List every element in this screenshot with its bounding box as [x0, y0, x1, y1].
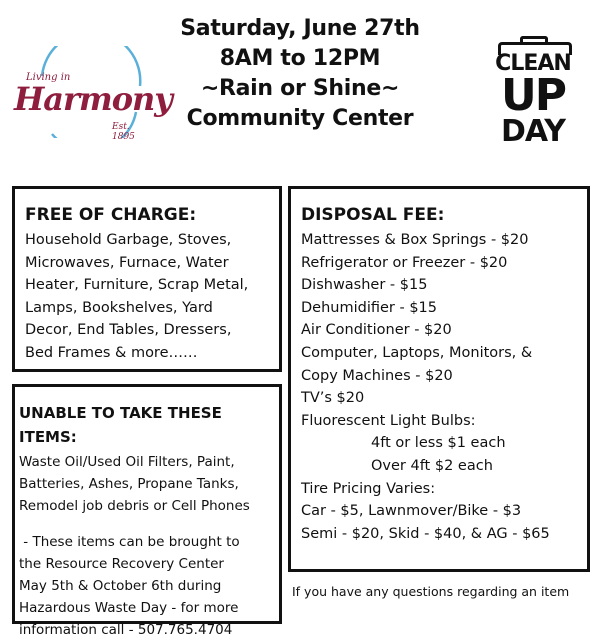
event-time: 8AM to 12PM: [219, 46, 381, 71]
bulb-price-line: 4ft or less $1 each: [371, 435, 506, 452]
fee-item-line: Computer, Laptops, Monitors, &: [301, 344, 533, 361]
tire-price-line: Car - $5, Lawnmover/Bike - $3: [301, 503, 522, 520]
clean-up-day-logo: [490, 38, 576, 150]
free-item-line: Bed Frames & more……: [25, 344, 198, 361]
unable-to-take-box: [12, 384, 282, 638]
fee-item-line: Air Conditioner - $20: [301, 322, 452, 339]
unable-note-line: the Resource Recovery Center: [19, 556, 224, 572]
event-location: Community Center: [186, 106, 414, 131]
fee-item-line: Fluorescent Light Bulbs:: [301, 412, 476, 429]
questions-note: If you have any questions regarding an item: [292, 584, 570, 599]
clean-up-day-line1: CLEAN: [495, 51, 571, 76]
event-header: [140, 14, 460, 134]
bulb-price-line: Over 4ft $2 each: [371, 457, 493, 474]
clean-up-day-line3: DAY: [501, 114, 565, 149]
spacer: [19, 517, 275, 531]
free-item-line: Household Garbage, Stoves,: [25, 232, 232, 248]
unable-note-line: information call - 507.765.4704: [19, 622, 233, 638]
unable-note-line: May 5th & October 6th during: [19, 578, 222, 594]
fee-item-line: TV’s $20: [301, 390, 365, 407]
unable-item-line: Batteries, Ashes, Propane Tanks,: [19, 476, 239, 492]
free-item-line: Microwaves, Furnace, Water: [25, 254, 229, 271]
free-item-line: Decor, End Tables, Dressers,: [25, 322, 232, 339]
fee-item-line: Dishwasher - $15: [301, 277, 428, 294]
event-weather: ~Rain or Shine~: [200, 76, 400, 101]
harmony-logo-name: Harmony: [14, 80, 172, 118]
harmony-logo-established: Est. 1895: [112, 122, 135, 142]
disposal-fee-title: DISPOSAL FEE:: [301, 205, 445, 225]
unable-to-take-title: UNABLE TO TAKE THESE ITEMS:: [19, 404, 222, 446]
tire-price-line: Tire Pricing Varies:: [301, 480, 436, 497]
unable-note-line: Hazardous Waste Day - for more: [19, 600, 239, 616]
unable-item-line: Remodel job debris or Cell Phones: [19, 498, 250, 514]
harmony-logo-tagline: Living in: [26, 72, 71, 83]
disposal-fee-box: [288, 186, 590, 572]
fee-item-line: Copy Machines - $20: [301, 367, 453, 384]
unable-to-take-list: [19, 451, 275, 641]
free-item-line: Heater, Furniture, Scrap Metal,: [25, 277, 249, 294]
unable-note-line: - These items can be brought to: [19, 534, 240, 550]
clean-up-day-line2: UP: [501, 70, 565, 121]
free-item-line: Lamps, Bookshelves, Yard: [25, 299, 213, 316]
disposal-fee-list: [301, 229, 581, 545]
harmony-logo: [12, 46, 172, 142]
unable-item-line: Waste Oil/Used Oil Filters, Paint,: [19, 454, 235, 470]
fee-item-line: Mattresses & Box Springs - $20: [301, 232, 529, 248]
fee-item-line: Dehumidifier - $15: [301, 299, 437, 316]
event-date: Saturday, June 27th: [180, 16, 420, 41]
fee-item-line: Refrigerator or Freezer - $20: [301, 254, 508, 271]
free-of-charge-list: [25, 229, 269, 365]
free-of-charge-box: [12, 186, 282, 372]
tire-price-line: Semi - $20, Skid - $40, & AG - $65: [301, 525, 550, 542]
free-of-charge-title: FREE OF CHARGE:: [25, 205, 197, 225]
